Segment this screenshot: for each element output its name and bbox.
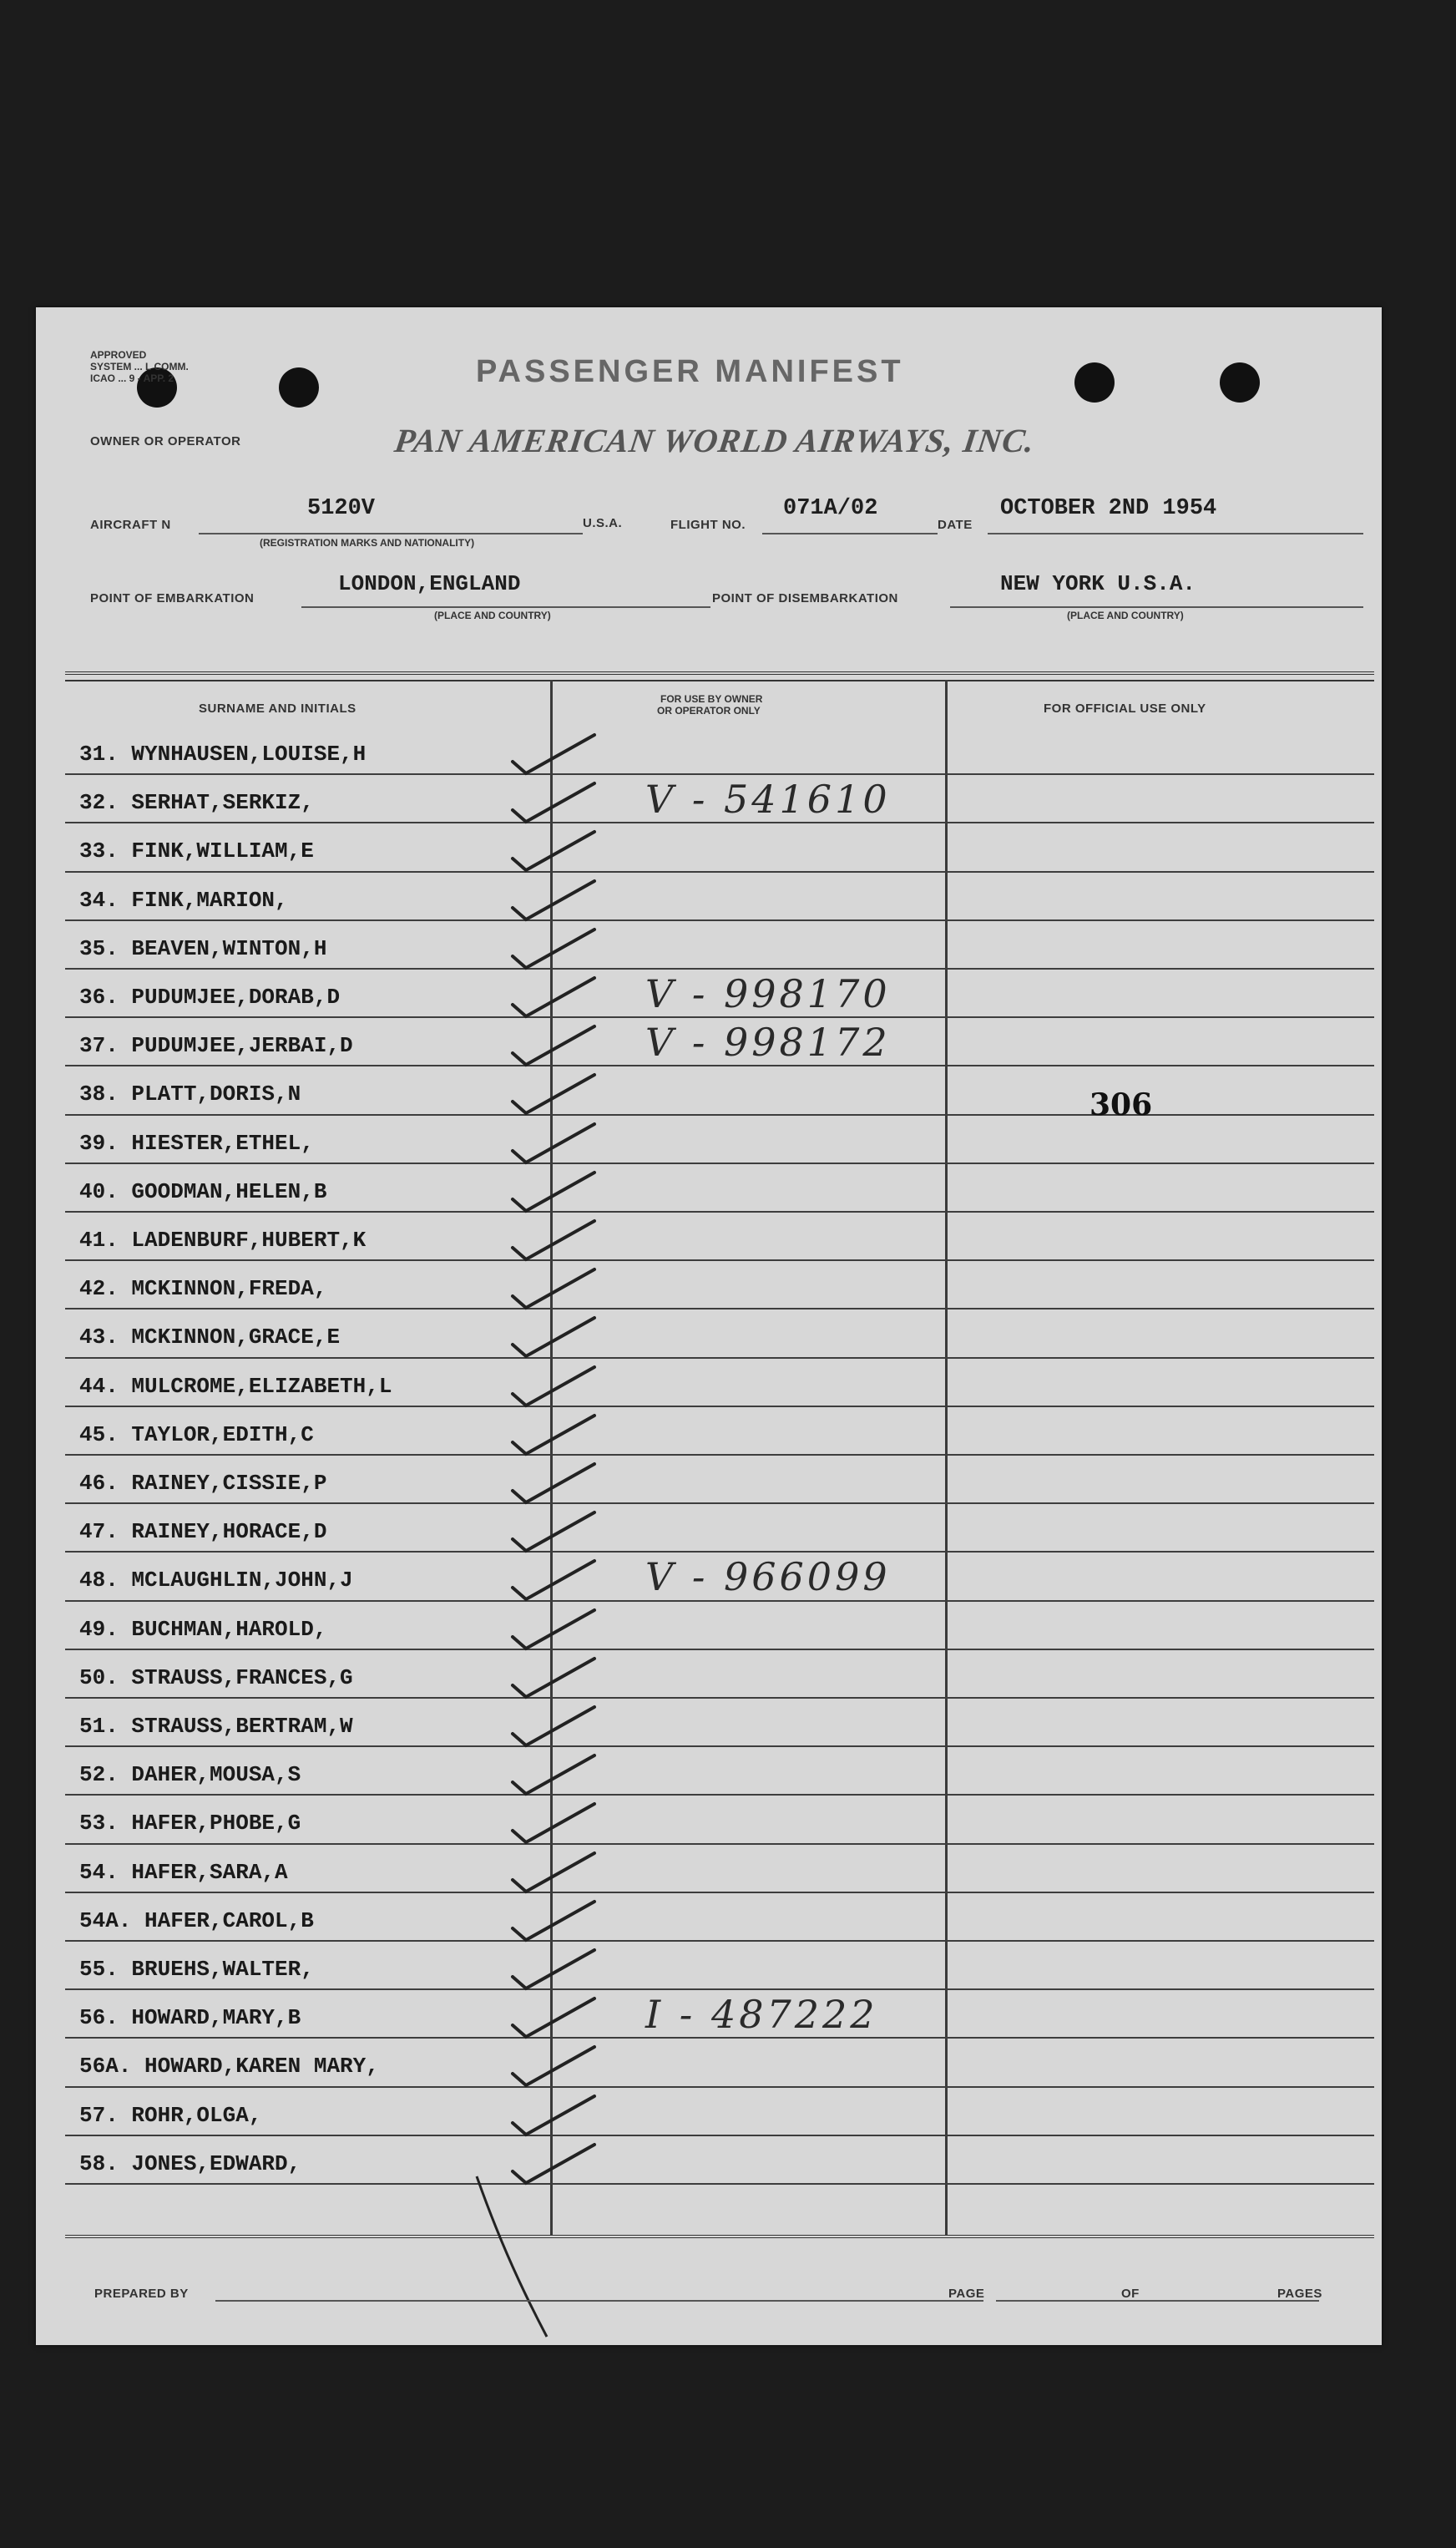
passenger-name: 35. BEAVEN,WINTON,H	[79, 935, 327, 961]
disembarkation-label: POINT OF DISEMBARKATION	[712, 591, 898, 605]
usa-label: U.S.A.	[583, 516, 623, 530]
row-divider	[65, 2183, 1374, 2185]
check-mark-icon	[508, 1121, 599, 1166]
check-mark-icon	[508, 1995, 599, 2040]
passenger-name: 31. WYNHAUSEN,LOUISE,H	[79, 742, 367, 767]
row-divider	[65, 822, 1374, 823]
punch-hole-left-2	[279, 367, 319, 408]
approved-label: APPROVED	[90, 349, 147, 361]
passenger-name: 48. MCLAUGHLIN,JOHN,J	[79, 1568, 353, 1593]
row-divider	[65, 1357, 1374, 1359]
passenger-name: 37. PUDUMJEE,JERBAI,D	[79, 1033, 353, 1059]
passport-note: V - 541610	[645, 777, 891, 823]
passenger-name: 47. RAINEY,HORACE,D	[79, 1519, 327, 1545]
row-divider	[65, 1454, 1374, 1456]
row-divider	[65, 1697, 1374, 1699]
check-mark-icon	[508, 2044, 599, 2089]
check-mark-icon	[508, 1558, 599, 1603]
passenger-name: 40. GOODMAN,HELEN,B	[79, 1178, 327, 1204]
punch-hole-right-2	[1220, 362, 1260, 403]
embarkation-value: LONDON,ENGLAND	[338, 571, 521, 596]
check-mark-icon	[508, 1071, 599, 1117]
check-mark-icon	[508, 780, 599, 825]
passport-note: V - 966099	[645, 1554, 891, 1600]
check-mark-icon	[508, 2093, 599, 2138]
row-divider	[65, 1502, 1374, 1504]
passenger-name: 39. HIESTER,ETHEL,	[79, 1130, 314, 1156]
check-mark-icon	[508, 828, 599, 874]
passenger-name: 36. PUDUMJEE,DORAB,D	[79, 985, 341, 1010]
page-label: PAGE	[948, 2287, 985, 2301]
approved-icao: ICAO ... 9 - APP. 2	[90, 372, 174, 384]
registration-caption: (REGISTRATION MARKS AND NATIONALITY)	[260, 537, 475, 549]
row-divider	[65, 919, 1374, 921]
row-divider	[65, 2037, 1374, 2039]
check-mark-icon	[508, 1169, 599, 1214]
col-header-surname: SURNAME AND INITIALS	[199, 702, 356, 716]
passenger-name: 49. BUCHMAN,HAROLD,	[79, 1616, 327, 1642]
check-mark-icon	[508, 975, 599, 1020]
row-divider	[65, 1745, 1374, 1747]
row-divider	[65, 2135, 1374, 2136]
check-mark-icon	[508, 1509, 599, 1554]
check-mark-icon	[508, 1704, 599, 1749]
flight-label: FLIGHT NO.	[670, 518, 746, 532]
punch-hole-right-1	[1074, 362, 1115, 403]
row-divider	[65, 1940, 1374, 1942]
row-divider	[65, 1600, 1374, 1602]
airline-name: PAN AMERICAN WORLD AIRWAYS, INC.	[392, 422, 1038, 459]
passenger-name: 50. STRAUSS,FRANCES,G	[79, 1664, 353, 1690]
check-mark-icon	[508, 926, 599, 971]
passenger-name: 45. TAYLOR,EDITH,C	[79, 1421, 314, 1447]
passenger-name: 52. DAHER,MOUSA,S	[79, 1762, 301, 1788]
check-mark-icon	[508, 1752, 599, 1797]
passenger-name: 46. RAINEY,CISSIE,P	[79, 1471, 327, 1496]
row-divider	[65, 1114, 1374, 1116]
passport-note: I - 487222	[645, 1992, 878, 2038]
passenger-name: 53. HAFER,PHOBE,G	[79, 1811, 301, 1836]
passenger-name: 43. MCKINNON,GRACE,E	[79, 1325, 341, 1350]
row-divider	[65, 1892, 1374, 1893]
row-divider	[65, 1163, 1374, 1164]
row-divider	[65, 1016, 1374, 1018]
passenger-name: 38. PLATT,DORIS,N	[79, 1082, 301, 1107]
check-mark-icon	[508, 1655, 599, 1700]
prepared-by-label: PREPARED BY	[94, 2287, 189, 2301]
check-mark-icon	[508, 1266, 599, 1311]
page-title: PASSENGER MANIFEST	[476, 354, 904, 389]
row-divider	[65, 1988, 1374, 1990]
check-mark-icon	[508, 1218, 599, 1263]
passenger-name: 44. MULCROME,ELIZABETH,L	[79, 1373, 392, 1399]
date-label: DATE	[938, 518, 973, 532]
embarkation-label: POINT OF EMBARKATION	[90, 591, 255, 605]
row-divider	[65, 2086, 1374, 2088]
passenger-name: 42. MCKINNON,FREDA,	[79, 1276, 327, 1302]
aircraft-value: 5120V	[307, 496, 376, 521]
row-divider	[65, 871, 1374, 873]
row-divider	[65, 1065, 1374, 1066]
official-stamp-number: 306	[1089, 1087, 1153, 1122]
col-header-official: FOR OFFICIAL USE ONLY	[1044, 702, 1206, 716]
passport-note: V - 998170	[645, 971, 891, 1016]
row-divider	[65, 1308, 1374, 1309]
passenger-name: 55. BRUEHS,WALTER,	[79, 1957, 314, 1982]
passenger-name: 56A. HOWARD,KAREN MARY,	[79, 2054, 379, 2079]
row-divider	[65, 773, 1374, 775]
passenger-name: 32. SERHAT,SERKIZ,	[79, 790, 314, 816]
check-mark-icon	[508, 1412, 599, 1457]
embark-place-caption: (PLACE AND COUNTRY)	[434, 610, 551, 621]
check-mark-icon	[508, 1850, 599, 1895]
check-mark-icon	[508, 1898, 599, 1943]
passenger-name: 58. JONES,EDWARD,	[79, 2150, 301, 2176]
of-label: OF	[1121, 2287, 1140, 2301]
row-divider	[65, 1843, 1374, 1845]
passenger-name: 56. HOWARD,MARY,B	[79, 2005, 301, 2031]
passenger-name: 57. ROHR,OLGA,	[79, 2102, 262, 2128]
check-mark-icon	[508, 1801, 599, 1846]
check-mark-icon	[508, 732, 599, 777]
passenger-name: 51. STRAUSS,BERTRAM,W	[79, 1714, 353, 1739]
passenger-name: 54. HAFER,SARA,A	[79, 1859, 288, 1885]
check-mark-icon	[508, 1947, 599, 1992]
passenger-name: 41. LADENBURF,HUBERT,K	[79, 1228, 367, 1253]
check-mark-icon	[508, 1607, 599, 1652]
row-divider	[65, 1551, 1374, 1553]
pages-label: PAGES	[1277, 2287, 1322, 2301]
row-divider	[65, 968, 1374, 970]
disembark-place-caption: (PLACE AND COUNTRY)	[1067, 610, 1184, 621]
date-value: OCTOBER 2ND 1954	[1000, 496, 1217, 521]
passport-note: V - 998172	[645, 1020, 891, 1066]
check-mark-icon	[508, 1023, 599, 1068]
passenger-name: 34. FINK,MARION,	[79, 887, 288, 913]
row-divider	[65, 1649, 1374, 1650]
passenger-name: 54A. HAFER,CAROL,B	[79, 1907, 314, 1933]
manifest-page	[36, 307, 1382, 2345]
approved-system: SYSTEM ... L COMM.	[90, 361, 189, 372]
col-header-owner-2: OR OPERATOR ONLY	[657, 705, 761, 717]
disembarkation-value: NEW YORK U.S.A.	[1000, 571, 1196, 596]
row-divider	[65, 1211, 1374, 1213]
col-header-owner-1: FOR USE BY OWNER	[660, 693, 763, 705]
aircraft-label: AIRCRAFT N	[90, 518, 171, 532]
check-mark-icon	[508, 1364, 599, 1409]
row-divider	[65, 1406, 1374, 1407]
check-mark-icon	[508, 878, 599, 923]
flight-value: 071A/02	[783, 496, 878, 521]
row-divider	[65, 1259, 1374, 1261]
check-mark-icon	[508, 1315, 599, 1360]
check-mark-icon	[508, 1461, 599, 1506]
pen-stroke	[470, 2170, 570, 2345]
owner-label: OWNER OR OPERATOR	[90, 434, 241, 448]
row-divider	[65, 1794, 1374, 1796]
passenger-name: 33. FINK,WILLIAM,E	[79, 838, 314, 864]
